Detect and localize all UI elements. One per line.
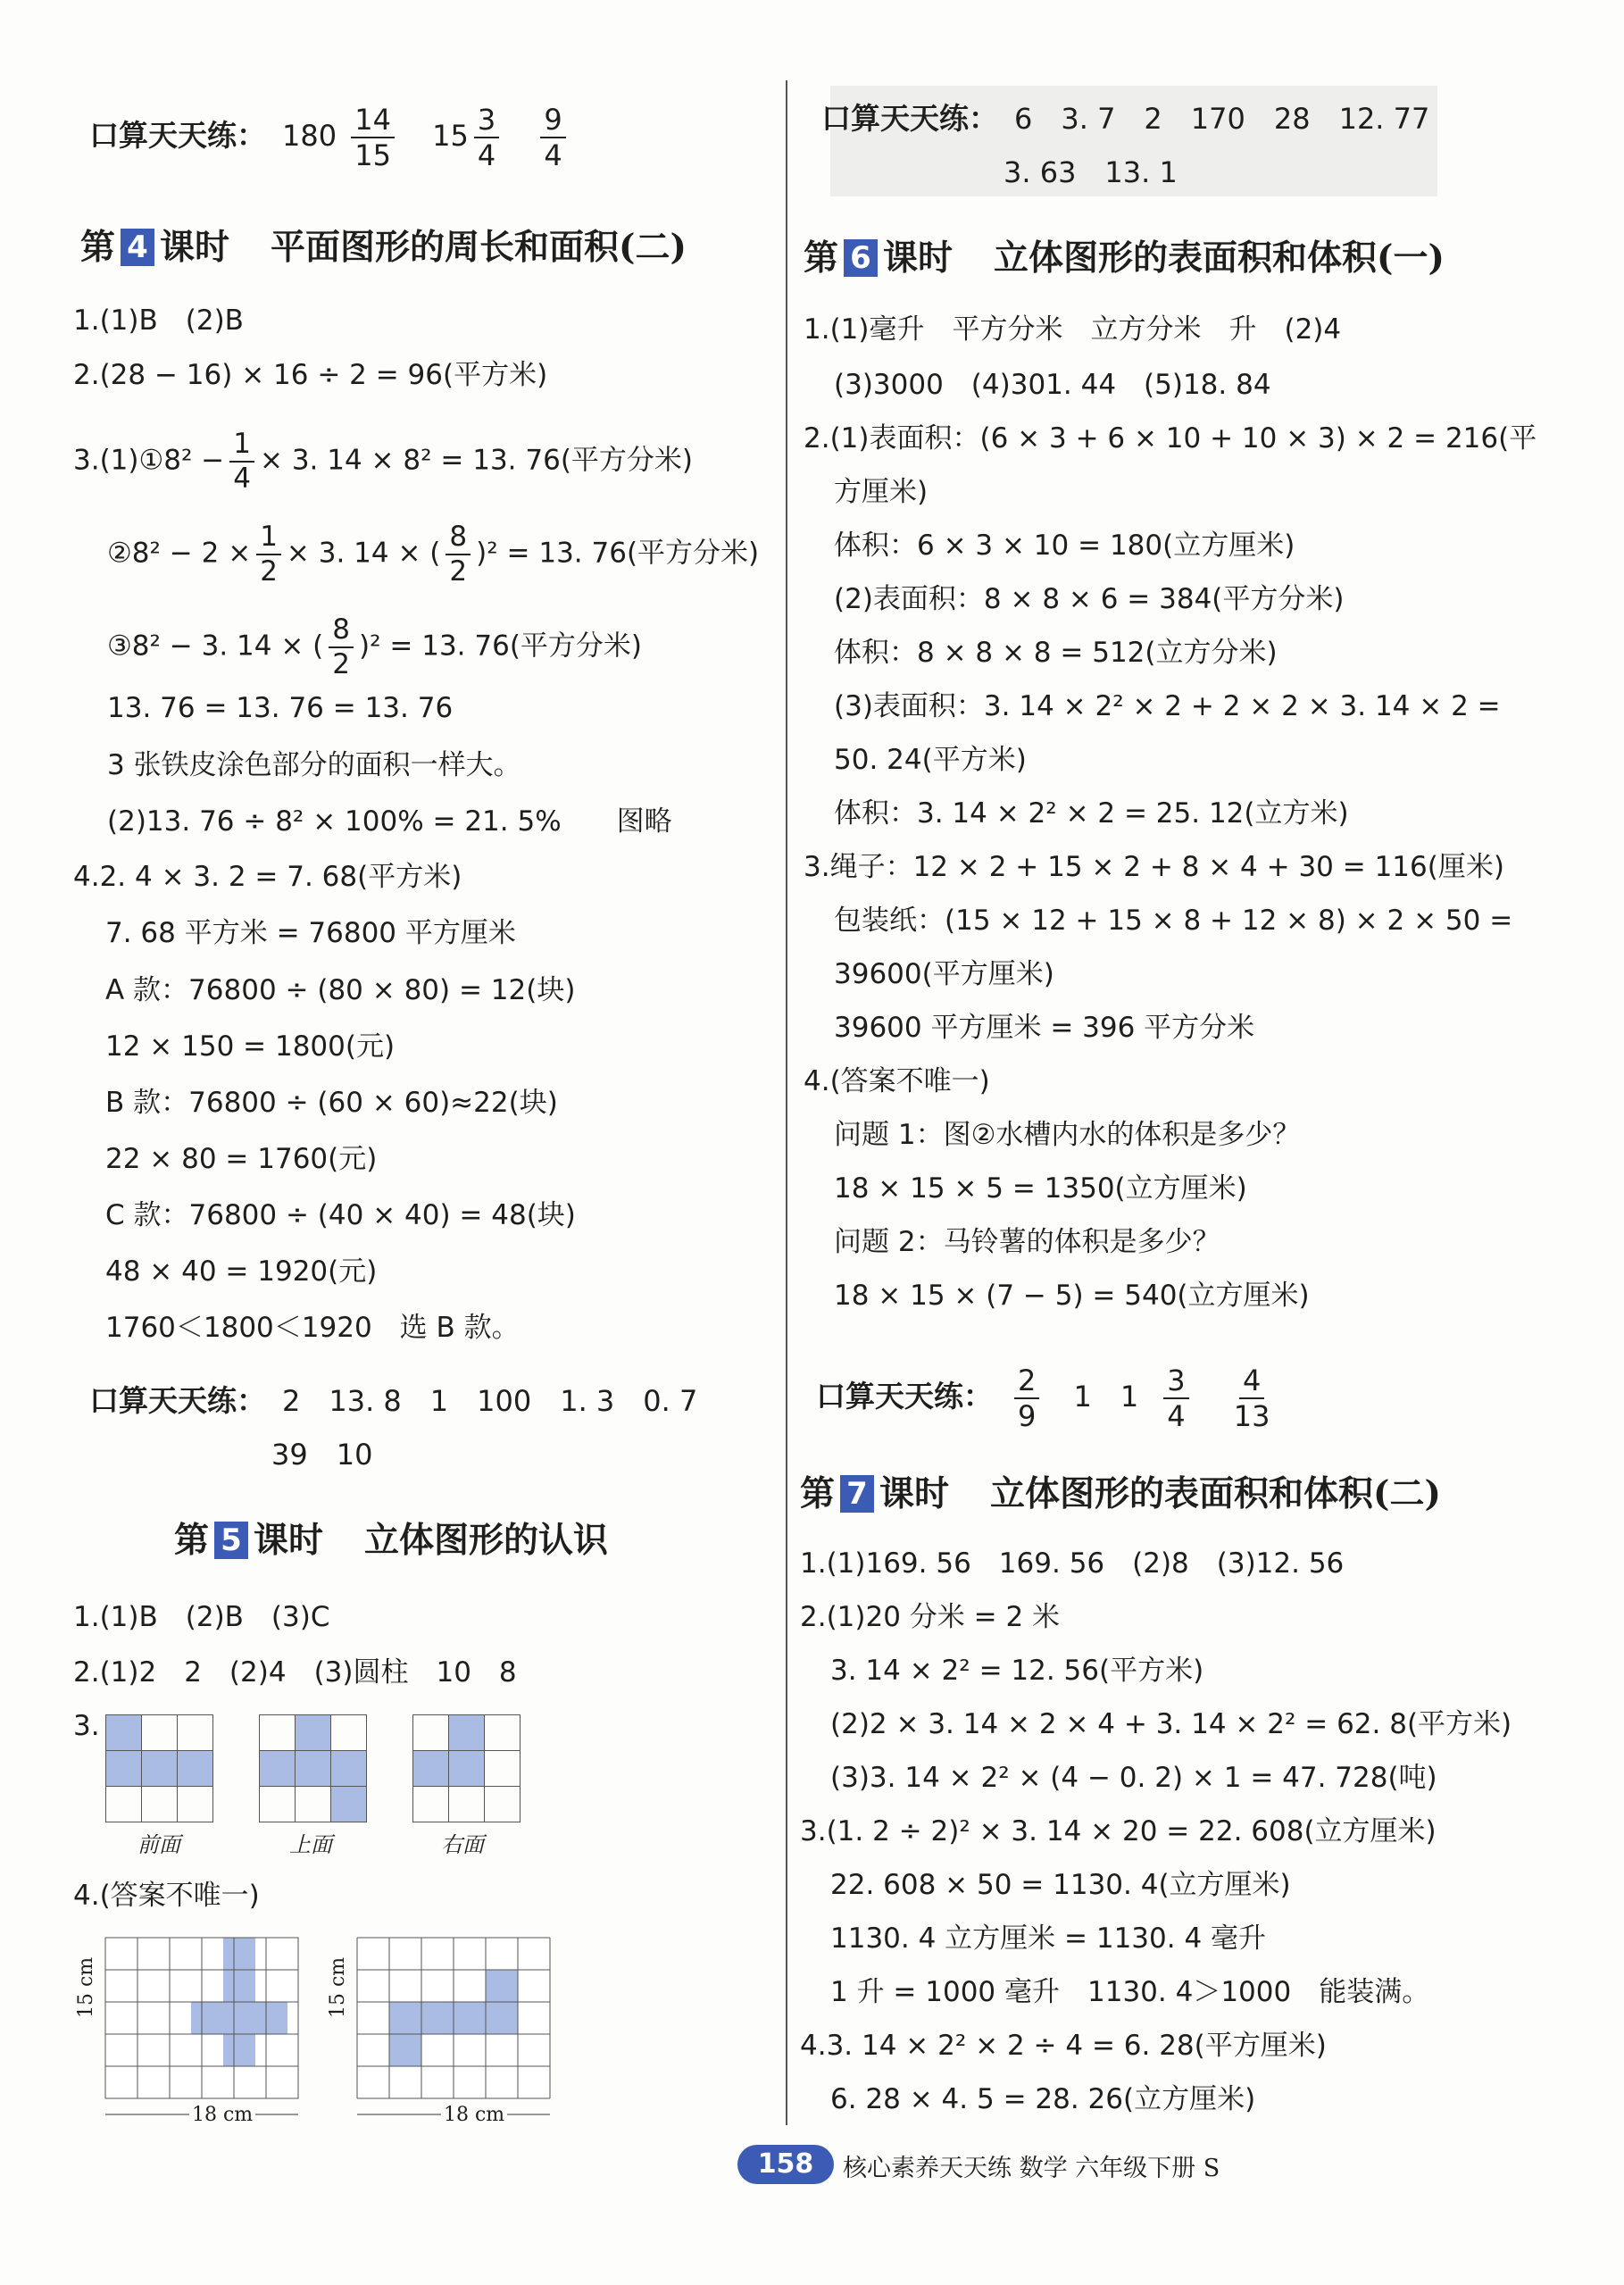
fraction: $\frac{9}{4}$ <box>540 105 565 170</box>
answer-line: 包装纸：(15 × 12 + 15 × 8 + 12 × 8) × 2 × 50 = <box>834 905 1513 937</box>
answer-line: 2.(28 − 16) × 16 ÷ 2 = 96(平方米) <box>73 359 548 391</box>
fraction: $\frac{2}{9}$ <box>1014 1366 1039 1430</box>
fraction: $\frac{1}{2}$ <box>256 523 281 586</box>
answer-line: 1760＜1800＜1920 选 B 款。 <box>105 1312 520 1344</box>
answer-line: 3 张铁皮涂色部分的面积一样大。 <box>107 749 521 781</box>
lesson-7-heading: 第 7 课时 立体图形的表面积和体积(二) <box>800 1473 1441 1514</box>
answer-line: 39600 平方厘米 = 396 平方分米 <box>834 1012 1255 1044</box>
answer-line: 3. 14 × 2² = 12. 56(平方米) <box>830 1655 1204 1687</box>
fraction: $\frac{3}{4}$ <box>1163 1366 1188 1430</box>
lesson-number-badge: 5 <box>214 1522 248 1559</box>
answer-line: 18 × 15 × (7 − 5) = 540(立方厘米) <box>834 1280 1310 1312</box>
answer-line: 1130. 4 立方厘米 = 1130. 4 毫升 <box>830 1922 1267 1955</box>
answer-line: 1.(1)B (2)B <box>73 304 244 337</box>
answer-line: 方厘米) <box>834 476 929 508</box>
view-label-top: 上面 <box>289 1832 332 1857</box>
answer-line: 体积：6 × 3 × 10 = 180(立方厘米) <box>834 530 1295 562</box>
answer-line: (3)表面积：3. 14 × 2² × 2 + 2 × 2 × 3. 14 × 2 = <box>834 690 1501 722</box>
answer-line: 13. 76 = 13. 76 = 13. 76 <box>107 692 454 724</box>
kousuan-mid-right: 口算天天练： $\frac{2}{9}$ 1 1 $\frac{3}{4}$ $\frac{4}{13}$ <box>816 1366 1279 1430</box>
answer-line: C 款：76800 ÷ (40 × 40) = 48(块) <box>105 1199 576 1231</box>
answer-line: 1.(1)毫升 平方分米 立方分米 升 (2)4 <box>804 313 1342 346</box>
fraction: $\frac{8}{2}$ <box>329 616 354 679</box>
dimension-width: 18 cm <box>441 2104 507 2126</box>
lesson-6-heading: 第 6 课时 立体图形的表面积和体积(一) <box>804 238 1445 279</box>
lesson-number-badge: 4 <box>121 229 154 266</box>
kousuan-mid-left-row2: 39 10 <box>271 1438 373 1472</box>
fraction: $\frac{4}{13}$ <box>1233 1363 1270 1433</box>
answer-line: 1.(1)B (2)B (3)C <box>73 1601 330 1633</box>
answer-line: 18 × 15 × 5 = 1350(立方厘米) <box>834 1172 1247 1205</box>
answer-line: 3.(1)①8² − $\frac{1}{4}$ × 3. 14 × 8² = 13. 76(平方分米) <box>73 428 694 495</box>
answer-line: 问题 2：马铃薯的体积是多少？ <box>834 1226 1220 1258</box>
answer-line: (2)表面积：8 × 8 × 6 = 384(平方分米) <box>834 583 1345 615</box>
answer-line: 体积：8 × 8 × 8 = 512(立方分米) <box>834 637 1278 669</box>
answer-line: 4.2. 4 × 3. 2 = 7. 68(平方米) <box>73 861 462 893</box>
answer-line: 4.(答案不唯一) <box>73 1880 260 1912</box>
answer-line: 7. 68 平方米 = 76800 平方厘米 <box>105 917 516 949</box>
fraction: $\frac{3}{4}$ <box>474 105 499 170</box>
dimension-height: 15 cm <box>327 1956 349 2018</box>
column-divider <box>786 80 787 2125</box>
answer-line: 1.(1)169. 56 169. 56 (2)8 (3)12. 56 <box>800 1547 1345 1580</box>
page-number: 158 <box>737 2145 834 2184</box>
answer-line: 4.3. 14 × 2² × 2 ÷ 4 = 6. 28(平方厘米) <box>800 2030 1327 2062</box>
answer-line: 6. 28 × 4. 5 = 28. 26(立方厘米) <box>830 2083 1256 2115</box>
answer-line: 12 × 150 = 1800(元) <box>105 1030 396 1063</box>
dimension-height: 15 cm <box>75 1956 97 2018</box>
lesson-number-badge: 6 <box>844 239 878 277</box>
kousuan-top-right-row2: 3. 63 13. 1 <box>1004 155 1178 189</box>
answer-line: 48 × 40 = 1920(元) <box>105 1255 378 1288</box>
answer-line: 39600(平方厘米) <box>834 958 1054 990</box>
answer-line: 1 升 = 1000 毫升 1130. 4＞1000 能装满。 <box>830 1976 1430 2008</box>
answer-line: 22 × 80 = 1760(元) <box>105 1143 378 1175</box>
lesson-4-heading: 第 4 课时 平面图形的周长和面积(二) <box>80 227 687 268</box>
answer-line: 体积：3. 14 × 2² × 2 = 25. 12(立方米) <box>834 797 1349 830</box>
answer-line: 3.绳子：12 × 2 + 15 × 2 + 8 × 4 + 30 = 116(厘米) <box>804 851 1504 883</box>
answer-line: (3)3000 (4)301. 44 (5)18. 84 <box>834 369 1271 401</box>
answer-line: 50. 24(平方米) <box>834 744 1027 776</box>
answer-line: 问题 1：图②水槽内水的体积是多少？ <box>834 1119 1301 1151</box>
fraction: $\frac{8}{2}$ <box>446 523 471 586</box>
kousuan-top-right: 口算天天练： 6 3. 7 2 170 28 12. 77 <box>821 101 1430 136</box>
view-label-right: 右面 <box>441 1832 484 1857</box>
answer-line: (2)13. 76 ÷ 8² × 100% = 21. 5% 图略 <box>107 805 672 838</box>
lesson-number-badge: 7 <box>840 1475 874 1513</box>
kousuan-mid-left: 口算天天练： 2 13. 8 1 100 1. 3 0. 7 <box>89 1383 698 1418</box>
answer-line: 3. <box>73 1710 100 1742</box>
answer-line: 3.(1. 2 ÷ 2)² × 3. 14 × 20 = 22. 608(立方厘米) <box>800 1815 1437 1847</box>
answer-line: 2.(1)20 分米 = 2 米 <box>800 1601 1061 1633</box>
footer-book-title: 核心素养天天练 数学 六年级下册 S <box>843 2155 1220 2182</box>
answer-line: 22. 608 × 50 = 1130. 4(立方厘米) <box>830 1869 1291 1901</box>
answer-line: (2)2 × 3. 14 × 2 × 4 + 3. 14 × 2² = 62. 8(平方米) <box>830 1708 1512 1740</box>
answer-line: B 款：76800 ÷ (60 × 60)≈22(块) <box>105 1087 558 1119</box>
view-label-front: 前面 <box>137 1832 180 1857</box>
answer-line: 2.(1)2 2 (2)4 (3)圆柱 10 8 <box>73 1656 517 1689</box>
answer-line: (3)3. 14 × 2² × (4 − 0. 2) × 1 = 47. 728(吨) <box>830 1762 1437 1794</box>
dimension-width: 18 cm <box>189 2104 255 2126</box>
fraction: $\frac{1}{4}$ <box>229 430 254 493</box>
kousuan-top-left: 口算天天练： 180 $\frac{14}{15}$ 15 $\frac{3}{4}$ $\frac{9}{4}$ <box>89 105 571 170</box>
answer-line: ②8² − 2 × $\frac{1}{2}$ × 3. 14 × ( $\frac{8}{2}$ )² = 13. 76(平方分米) <box>107 521 760 588</box>
fraction: $\frac{14}{15}$ <box>351 105 395 170</box>
answer-line: 4.(答案不唯一) <box>804 1065 990 1097</box>
answer-line: A 款：76800 ÷ (80 × 80) = 12(块) <box>105 974 576 1006</box>
lesson-5-heading: 第 5 课时 立体图形的认识 <box>174 1520 609 1561</box>
answer-line: 2.(1)表面积：(6 × 3 + 6 × 10 + 10 × 3) × 2 = 216(平 <box>804 422 1537 454</box>
answer-line: ③8² − 3. 14 × ( $\frac{8}{2}$ )² = 13. 76(平方分米) <box>107 613 643 680</box>
